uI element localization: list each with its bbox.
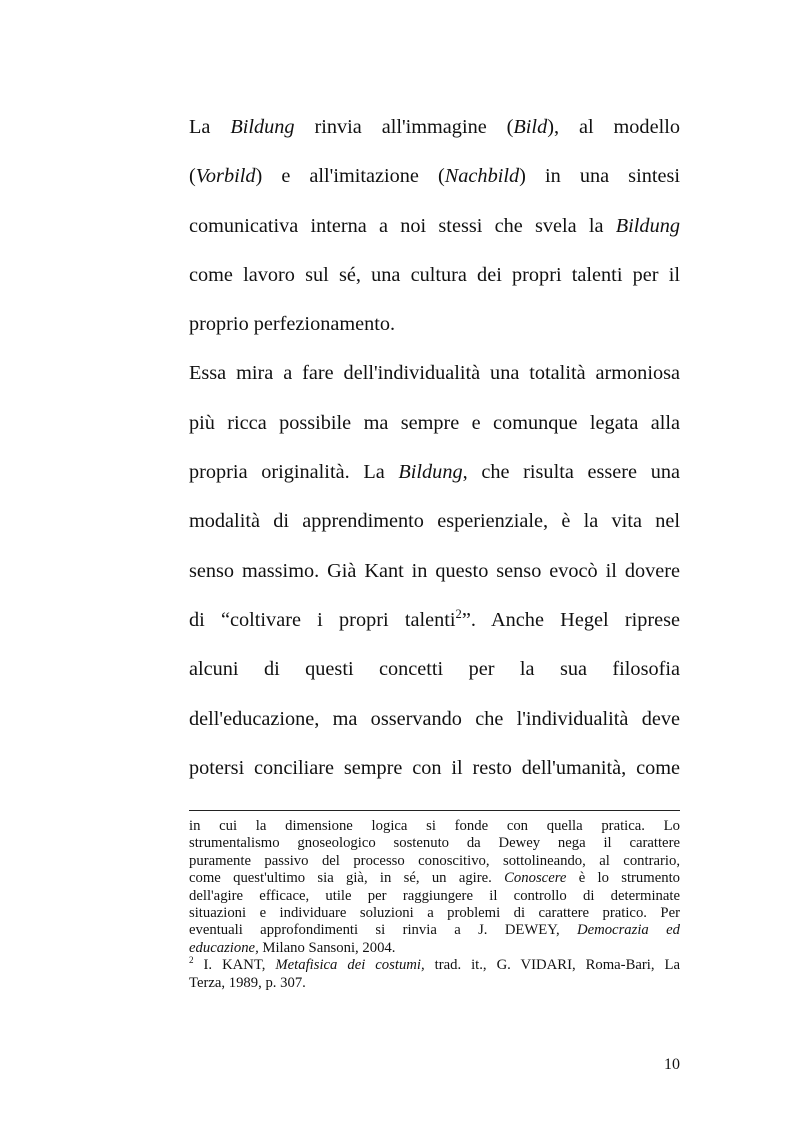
- text-line: potersi conciliare sempre con il resto dell'umanità, come: [189, 756, 680, 779]
- italic-term: Bildung: [230, 116, 295, 138]
- text-line: Essa mira a fare dell'individualità una totalità armoniosa: [189, 362, 680, 385]
- footnote-line: [189, 940, 680, 957]
- footnote-line: in cui la dimensione logica si fonde con quella pratica. Lo: [189, 818, 680, 834]
- text-run: è lo strumento: [566, 870, 680, 887]
- text-run: propria originalità. La: [189, 461, 399, 484]
- text-line: [189, 596, 680, 645]
- body-text: [189, 103, 680, 793]
- footnote-line: dell'agire efficace, utile per raggiungere il controllo di determinate: [189, 887, 680, 904]
- text-run: (: [189, 165, 196, 188]
- text-line: [189, 448, 680, 497]
- text-line: senso massimo. Già Kant in questo senso evocò il dovere: [189, 559, 680, 582]
- text-line: [189, 103, 680, 152]
- text-line: modalità di apprendimento esperienziale, è la vita nel: [189, 510, 680, 533]
- text-run: La: [189, 116, 231, 138]
- text-line: [189, 202, 680, 251]
- text-line: [189, 152, 680, 201]
- text-run: I. KANT,: [193, 957, 276, 974]
- text-line: come lavoro sul sé, una cultura dei propri talenti per il: [189, 263, 680, 286]
- paragraph-1: [189, 103, 680, 349]
- italic-term: Vorbild: [195, 165, 256, 188]
- text-run: di “coltivare i propri talenti: [189, 608, 456, 631]
- text-run: ) in una sintesi: [519, 165, 681, 188]
- italic-term: Bild: [513, 116, 548, 138]
- page-number: 10: [664, 1056, 680, 1073]
- text-run: ) e all'imitazione (: [255, 165, 445, 188]
- footnote-separator: [189, 810, 680, 811]
- italic-term: Bildung: [615, 214, 680, 237]
- text-run: comunicativa interna a noi stessi che svela la: [189, 214, 616, 237]
- footnote-line: strumentalismo gnoseologico sostenuto da Dewey nega il carattere: [189, 835, 680, 852]
- footnote-continuation: [189, 818, 680, 957]
- footnote-marker: 2: [189, 955, 194, 966]
- footnote-2: [189, 957, 680, 992]
- footnote-line: [189, 870, 680, 887]
- text-line: dell'educazione, ma osservando che l'individualità deve: [189, 707, 680, 730]
- text-line: alcuni di questi concetti per la sua filosofia: [189, 658, 680, 681]
- footnote-line: [189, 957, 680, 974]
- text-line: proprio perfezionamento.: [189, 313, 396, 336]
- text-run: eventuali approfondimenti si rinvia a J. DEWEY,: [189, 922, 577, 939]
- italic-title: Democrazia ed: [576, 922, 680, 939]
- footnote-line: situazioni e individuare soluzioni a problemi di carattere pratico. Per: [189, 904, 680, 921]
- italic-term: Nachbild: [444, 165, 520, 188]
- text-run: ), al modello: [547, 116, 680, 138]
- text-run: ”. Anche Hegel riprese: [461, 608, 681, 631]
- text-line: più ricca possibile ma sempre e comunque legata alla: [189, 411, 680, 434]
- text-run: Milano Sansoni, 2004.: [258, 939, 396, 956]
- italic-title: educazione,: [189, 939, 259, 956]
- paragraph-2: [189, 349, 680, 793]
- italic-term: Conoscere: [504, 870, 567, 887]
- footnotes: [189, 818, 680, 992]
- text-run: trad. it., G. VIDARI, Roma-Bari, La: [424, 957, 680, 974]
- text-run: , che risulta essere una: [462, 461, 680, 484]
- italic-title: Metafisica dei costumi,: [275, 957, 425, 974]
- italic-term: Bildung: [398, 461, 463, 484]
- text-run: rinvia all'immagine (: [294, 116, 514, 138]
- footnote-line: [189, 922, 680, 939]
- footnote-line: puramente passivo del processo conoscitivo, sottolineando, al contrario,: [189, 852, 680, 869]
- footnote-ref-2[interactable]: 2: [455, 607, 462, 622]
- text-run: come quest'ultimo sia già, in sé, un agire.: [189, 870, 505, 887]
- footnote-line: Terza, 1989, p. 307.: [189, 974, 306, 991]
